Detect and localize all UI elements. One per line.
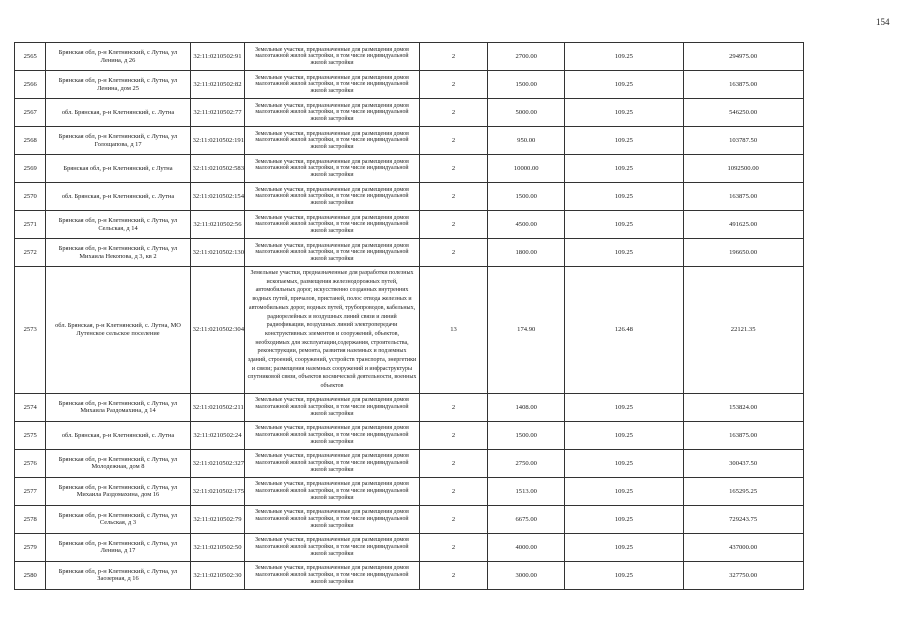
group-code-cell: 2 (419, 505, 488, 533)
rate-cell: 109.25 (565, 183, 684, 211)
land-use-cell: Земельные участки, предназначенные для размещения домов малоэтажной жилой застройки, в том числе индивидуальной жилой застройки (245, 421, 419, 449)
table-row (15, 155, 892, 183)
area-cell: 2750.00 (488, 449, 565, 477)
table-row (15, 43, 892, 71)
row-number: 2579 (15, 533, 46, 561)
cadastral-number-cell: 32:11:0210502:191 (190, 127, 245, 155)
table-row (15, 505, 892, 533)
land-use-cell: Земельные участки, предназначенные для размещения домов малоэтажной жилой застройки, в том числе индивидуальной жилой застройки (245, 505, 419, 533)
cadastral-value-cell: 163875.00 (683, 421, 803, 449)
address-cell: Брянская обл, р-н Клетнянский, с Лутна, ул Михаила Раздомахина, дом 16 (46, 477, 190, 505)
group-code-cell: 2 (419, 99, 488, 127)
cadastral-number-cell: 32:11:0210502:79 (190, 505, 245, 533)
address-cell: Брянская обл, р-н Клетнянский, с Лутна, ул Молодежная, дом 8 (46, 449, 190, 477)
land-use-cell: Земельные участки, предназначенные для размещения домов малоэтажной жилой застройки, в том числе индивидуальной жилой застройки (245, 127, 419, 155)
address-cell: Брянская обл, р-н Клетнянский, с Лутна, ул Ленина, д 26 (46, 43, 190, 71)
cadastral-number-cell: 32:11:0210502:77 (190, 99, 245, 127)
cadastral-value-cell: 153824.00 (683, 393, 803, 421)
cadastral-value-cell: 22121.35 (683, 267, 803, 394)
area-cell: 1513.00 (488, 477, 565, 505)
row-number: 2571 (15, 211, 46, 239)
cadastral-number-cell: 32:11:0210502:30 (190, 561, 245, 589)
area-cell: 950.00 (488, 127, 565, 155)
cadastral-value-cell: 1092500.00 (683, 155, 803, 183)
land-use-cell: Земельные участки, предназначенные для размещения домов малоэтажной жилой застройки, в том числе индивидуальной жилой застройки (245, 393, 419, 421)
area-cell: 4000.00 (488, 533, 565, 561)
cadastral-number-cell: 32:11:0210502:50 (190, 533, 245, 561)
row-number: 2567 (15, 99, 46, 127)
rate-cell: 109.25 (565, 211, 684, 239)
cadastral-value-cell: 546250.00 (683, 99, 803, 127)
cadastral-number-cell: 32:11:0210502:56 (190, 211, 245, 239)
rate-cell: 109.25 (565, 393, 684, 421)
rate-cell: 109.25 (565, 71, 684, 99)
group-code-cell: 2 (419, 71, 488, 99)
cadastral-value-cell: 165295.25 (683, 477, 803, 505)
row-number: 2573 (15, 267, 46, 394)
area-cell: 1408.00 (488, 393, 565, 421)
land-use-cell: Земельные участки, предназначенные для размещения домов малоэтажной жилой застройки, в том числе индивидуальной жилой застройки (245, 211, 419, 239)
land-use-cell: Земельные участки, предназначенные для размещения домов малоэтажной жилой застройки, в том числе индивидуальной жилой застройки (245, 533, 419, 561)
rate-cell: 109.25 (565, 421, 684, 449)
address-cell: Брянская обл, р-н Клетнянский, с Лутна, ул Голощапова, д 17 (46, 127, 190, 155)
table-row (15, 183, 892, 211)
cadastral-value-cell: 294975.00 (683, 43, 803, 71)
address-cell: Брянская обл, р-н Клетнянский, с Лутна, ул Заозерная, д 16 (46, 561, 190, 589)
cadastral-value-cell: 491625.00 (683, 211, 803, 239)
address-cell: обл. Брянская, р-н Клетнянский, с. Лутна (46, 183, 190, 211)
cadastral-number-cell: 32:11:0210502:175 (190, 477, 245, 505)
row-number: 2568 (15, 127, 46, 155)
cadastral-number-cell: 32:11:0210502:130 (190, 239, 245, 267)
cadastral-number-cell: 32:11:0210502:211 (190, 393, 245, 421)
rate-cell: 126.48 (565, 267, 684, 394)
land-use-cell: Земельные участки, предназначенные для размещения домов малоэтажной жилой застройки, в том числе индивидуальной жилой застройки (245, 155, 419, 183)
cadastral-number-cell: 32:11:0210502:583 (190, 155, 245, 183)
table-row (15, 561, 892, 589)
group-code-cell: 2 (419, 183, 488, 211)
table-row (15, 449, 892, 477)
area-cell: 5000.00 (488, 99, 565, 127)
cadastral-value-cell: 163875.00 (683, 71, 803, 99)
cadastral-number-cell: 32:11:0210502:154 (190, 183, 245, 211)
address-cell: Брянская обл, р-н Клетнянский, с Лутна, ул Михаила Раздомахина, д 14 (46, 393, 190, 421)
land-use-cell: Земельные участки, предназначенные для размещения домов малоэтажной жилой застройки, в том числе индивидуальной жилой застройки (245, 71, 419, 99)
rate-cell: 109.25 (565, 99, 684, 127)
cadastral-number-cell: 32:11:0210502:91 (190, 43, 245, 71)
address-cell: обл. Брянская, р-н Клетнянский, с. Лутна (46, 421, 190, 449)
cadastral-number-cell: 32:11:0210502:82 (190, 71, 245, 99)
cadastral-number-cell: 32:11:0210502:304 (190, 267, 245, 394)
address-cell: обл. Брянская, р-н Клетнянский, с. Лутна (46, 99, 190, 127)
group-code-cell: 2 (419, 449, 488, 477)
rate-cell: 109.25 (565, 127, 684, 155)
cadastral-number-cell: 32:11:0210502:327 (190, 449, 245, 477)
cadastral-value-cell: 327750.00 (683, 561, 803, 589)
rate-cell: 109.25 (565, 449, 684, 477)
group-code-cell: 13 (419, 267, 488, 394)
land-use-cell: Земельные участки, предназначенные для размещения домов малоэтажной жилой застройки, в том числе индивидуальной жилой застройки (245, 239, 419, 267)
cadastral-value-cell: 103787.50 (683, 127, 803, 155)
row-number: 2569 (15, 155, 46, 183)
address-cell: Брянская обл, р-н Клетнянский, с Лутна, ул Михаила Некопова, д 3, кв 2 (46, 239, 190, 267)
land-use-cell: Земельные участки, предназначенные для размещения домов малоэтажной жилой застройки, в том числе индивидуальной жилой застройки (245, 183, 419, 211)
cadastral-value-cell: 196650.00 (683, 239, 803, 267)
cadastral-value-cell: 163875.00 (683, 183, 803, 211)
row-number: 2575 (15, 421, 46, 449)
address-cell: Брянская обл, р-н Клетнянский, с Лутна, ул Ленина, д 17 (46, 533, 190, 561)
table-row (15, 71, 892, 99)
address-cell: Брянская обл, р-н Клетнянский, с Лутна, ул Ленина, дом 25 (46, 71, 190, 99)
cadastral-value-cell: 729243.75 (683, 505, 803, 533)
cadastral-number-cell: 32:11:0210502:24 (190, 421, 245, 449)
address-cell: Брянская обл, р-н Клетнянский, с Лутна, ул Сельская, д 14 (46, 211, 190, 239)
group-code-cell: 2 (419, 211, 488, 239)
rate-cell: 109.25 (565, 561, 684, 589)
cadastral-value-cell: 300437.50 (683, 449, 803, 477)
rate-cell: 109.25 (565, 43, 684, 71)
table-row (15, 99, 892, 127)
table-row (15, 211, 892, 239)
row-number: 2565 (15, 43, 46, 71)
row-number: 2572 (15, 239, 46, 267)
rate-cell: 109.25 (565, 239, 684, 267)
rate-cell: 109.25 (565, 155, 684, 183)
group-code-cell: 2 (419, 393, 488, 421)
land-use-cell: Земельные участки, предназначенные для размещения домов малоэтажной жилой застройки, в том числе индивидуальной жилой застройки (245, 561, 419, 589)
area-cell: 1500.00 (488, 183, 565, 211)
land-use-cell: Земельные участки, предназначенные для размещения домов малоэтажной жилой застройки, в том числе индивидуальной жилой застройки (245, 43, 419, 71)
table-row (15, 393, 892, 421)
cadastral-value-cell: 437000.00 (683, 533, 803, 561)
rate-cell: 109.25 (565, 533, 684, 561)
land-use-cell: Земельные участки, предназначенные для разработки полезных ископаемых, размещения железнодорожных путей, автомобильных дорог, искусственно созданных внутренних водных путей, причалов, пристаней, полос отвода железных и автомобильных дорог, водных путей, трубопроводов, кабельных, радиорелейных и воздушных линий связи и линий радиофикации, воздушных линий электропередачи конструктивных элементов и сооружений, объектов, необходимых для эксплуатации,содержания, строительства, реконструкции, ремонта, развития наземных и подземных зданий, строений, сооружений, устройств транспорта, энергетики и связи; размещения наземных сооружений и инфраструктуры спутниковой связи, объектов космической деятельности, военных объектов (245, 267, 419, 394)
group-code-cell: 2 (419, 155, 488, 183)
table-row (15, 477, 892, 505)
group-code-cell: 2 (419, 239, 488, 267)
group-code-cell: 2 (419, 43, 488, 71)
land-use-cell: Земельные участки, предназначенные для размещения домов малоэтажной жилой застройки, в том числе индивидуальной жилой застройки (245, 449, 419, 477)
land-use-cell: Земельные участки, предназначенные для размещения домов малоэтажной жилой застройки, в том числе индивидуальной жилой застройки (245, 99, 419, 127)
area-cell: 6675.00 (488, 505, 565, 533)
area-cell: 10000.00 (488, 155, 565, 183)
row-number: 2574 (15, 393, 46, 421)
address-cell: Брянская обл, р-н Клетнянский, с Лутна, ул Сельская, д 3 (46, 505, 190, 533)
row-number: 2576 (15, 449, 46, 477)
group-code-cell: 2 (419, 421, 488, 449)
area-cell: 174.90 (488, 267, 565, 394)
table-row (15, 421, 892, 449)
area-cell: 1800.00 (488, 239, 565, 267)
group-code-cell: 2 (419, 561, 488, 589)
group-code-cell: 2 (419, 127, 488, 155)
land-use-cell: Земельные участки, предназначенные для размещения домов малоэтажной жилой застройки, в том числе индивидуальной жилой застройки (245, 477, 419, 505)
area-cell: 1500.00 (488, 71, 565, 99)
row-number: 2580 (15, 561, 46, 589)
area-cell: 4500.00 (488, 211, 565, 239)
rate-cell: 109.25 (565, 505, 684, 533)
address-cell: Брянская обл, р-н Клетнянский, с Лутна (46, 155, 190, 183)
group-code-cell: 2 (419, 533, 488, 561)
table-row (15, 267, 892, 394)
rate-cell: 109.25 (565, 477, 684, 505)
area-cell: 2700.00 (488, 43, 565, 71)
group-code-cell: 2 (419, 477, 488, 505)
area-cell: 1500.00 (488, 421, 565, 449)
page-number: 154 (876, 17, 890, 27)
table-row (15, 533, 892, 561)
table-row (15, 127, 892, 155)
area-cell: 3000.00 (488, 561, 565, 589)
cadastral-value-table (14, 42, 892, 590)
address-cell: обл. Брянская, р-н Клетнянский, с. Лутна, МО Лутенское сельское поселение (46, 267, 190, 394)
table-row (15, 239, 892, 267)
row-number: 2566 (15, 71, 46, 99)
row-number: 2570 (15, 183, 46, 211)
row-number: 2578 (15, 505, 46, 533)
row-number: 2577 (15, 477, 46, 505)
